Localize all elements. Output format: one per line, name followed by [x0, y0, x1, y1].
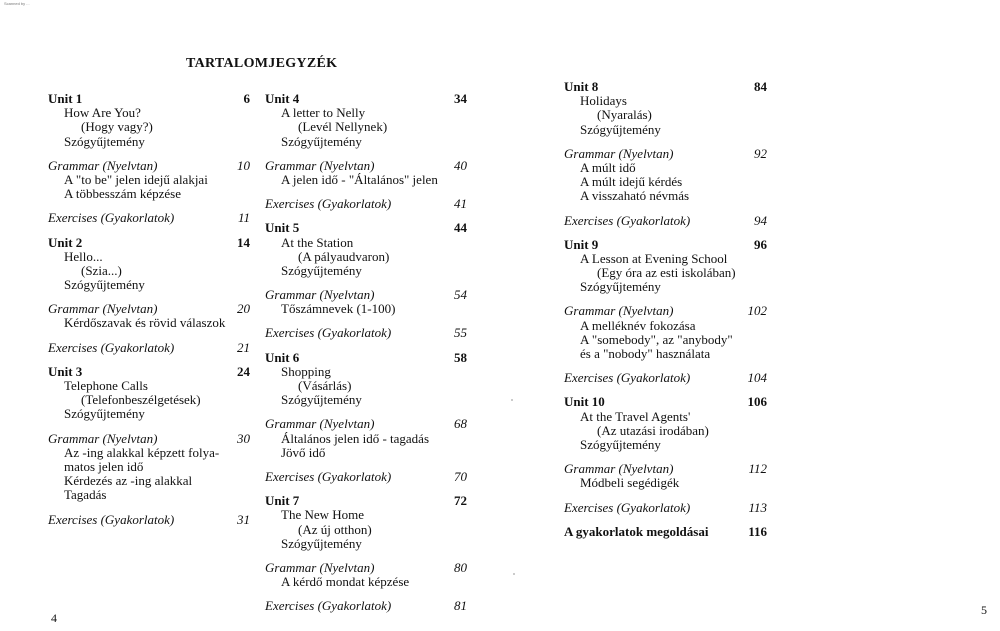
- toc-section: [265, 417, 467, 460]
- toc-entry-text: Szógyűjtemény: [580, 121, 661, 137]
- toc-entry-text: A múlt idő: [580, 159, 636, 175]
- toc-subentry: [564, 189, 767, 203]
- toc-entry-text: Kérdezés az -ing alakkal: [64, 473, 193, 489]
- toc-entry-text: A múlt idejű kérdés: [580, 174, 683, 190]
- toc-column-3: [564, 80, 767, 539]
- toc-page-number: 81: [454, 598, 467, 614]
- toc-entry-text: Unit 10: [564, 394, 605, 410]
- toc-entry-text: Szógyűjtemény: [281, 535, 362, 551]
- toc-entry: [265, 351, 467, 365]
- toc-entry-text: Unit 6: [265, 349, 300, 365]
- toc-subentry: [48, 250, 250, 264]
- scan-speck: [513, 573, 515, 575]
- toc-subentry: [265, 537, 467, 551]
- toc-section: [265, 288, 467, 316]
- toc-entry-text: A Lesson at Evening School: [580, 250, 728, 266]
- toc-entry-text: Grammar (Nyelvtan): [265, 287, 375, 303]
- toc-page-number: 30: [237, 430, 250, 446]
- toc-entry-text: The New Home: [281, 507, 365, 523]
- toc-subentry: [48, 446, 250, 460]
- toc-entry: [265, 561, 467, 575]
- toc-entry-text: (Levél Nellynek): [298, 119, 388, 135]
- toc-entry-text: Exercises (Gyakorlatok): [48, 511, 175, 527]
- toc-entry: [48, 432, 250, 446]
- toc-entry-text: Szógyűjtemény: [281, 133, 362, 149]
- toc-page-number: 44: [454, 220, 467, 236]
- toc-entry-text: Grammar (Nyelvtan): [564, 303, 674, 319]
- toc-entry: [564, 147, 767, 161]
- toc-entry-text: (Az új otthon): [298, 521, 372, 537]
- toc-entry-text: Szógyűjtemény: [281, 392, 362, 408]
- toc-entry-text: Szógyűjtemény: [580, 279, 661, 295]
- toc-subentry: [564, 347, 767, 361]
- toc-entry-text: Az -ing alakkal képzett folya-: [64, 444, 220, 460]
- toc-entry-text: Jövő idő: [281, 444, 326, 460]
- toc-subentry: [265, 575, 467, 589]
- toc-subentry: [48, 379, 250, 393]
- toc-section: [48, 302, 250, 330]
- toc-subentry: [564, 252, 767, 266]
- toc-entry-text: Unit 4: [265, 91, 300, 106]
- toc-subentry: [48, 316, 250, 330]
- toc-entry-text: (Szia...): [81, 262, 122, 278]
- toc-column-2: [265, 92, 467, 613]
- toc-page-number: 70: [454, 468, 467, 484]
- toc-page-number: 80: [454, 559, 467, 575]
- toc-entry-text: Unit 9: [564, 236, 599, 252]
- toc-section: [48, 92, 250, 149]
- toc-subentry: [265, 120, 467, 134]
- toc-entry-text: Unit 2: [48, 234, 83, 250]
- toc-section: [564, 525, 767, 539]
- toc-page-number: 6: [243, 91, 250, 106]
- toc-section: [564, 371, 767, 385]
- toc-page-number: 113: [748, 499, 767, 515]
- toc-entry-text: A többesszám képzése: [64, 186, 181, 202]
- toc-section: [48, 432, 250, 503]
- toc-page-number: 55: [454, 325, 467, 341]
- page-number-left: 4: [51, 611, 57, 625]
- toc-page-number: 102: [747, 303, 767, 319]
- toc-entry-text: és a "nobody" használata: [580, 346, 711, 361]
- toc-subentry: [48, 460, 250, 474]
- toc-section: [48, 365, 250, 422]
- toc-entry: [48, 211, 250, 225]
- toc-entry-text: Grammar (Nyelvtan): [48, 430, 158, 446]
- toc-entry-text: Exercises (Gyakorlatok): [48, 210, 175, 226]
- toc-subentry: [265, 302, 467, 316]
- toc-entry: [564, 214, 767, 228]
- toc-section: [265, 197, 467, 211]
- toc-subentry: [564, 161, 767, 175]
- toc-page-number: 24: [237, 363, 250, 379]
- toc-subentry: [48, 187, 250, 201]
- toc-section: [564, 214, 767, 228]
- toc-entry-text: Grammar (Nyelvtan): [265, 416, 375, 432]
- toc-entry: [48, 92, 250, 106]
- toc-entry-text: Telephone Calls: [64, 378, 148, 393]
- toc-entry: [48, 236, 250, 250]
- toc-page-number: 11: [237, 210, 250, 226]
- toc-section: [564, 501, 767, 515]
- toc-subentry: [48, 407, 250, 421]
- toc-page-number: 104: [747, 370, 767, 386]
- toc-subentry: [564, 175, 767, 189]
- toc-entry-text: How Are You?: [64, 105, 141, 121]
- toc-subentry: [265, 432, 467, 446]
- toc-section: [564, 304, 767, 361]
- toc-entry-text: A letter to Nelly: [281, 105, 366, 121]
- toc-entry-text: Exercises (Gyakorlatok): [265, 468, 392, 484]
- toc-subentry: [265, 365, 467, 379]
- toc-page-number: 34: [454, 91, 467, 106]
- toc-page-number: 58: [454, 349, 467, 365]
- toc-entry: [48, 159, 250, 173]
- toc-entry-text: Grammar (Nyelvtan): [265, 559, 375, 575]
- toc-entry-text: Tagadás: [64, 487, 107, 503]
- toc-section: [265, 494, 467, 551]
- toc-entry-text: (Egy óra az esti iskolában): [597, 265, 736, 281]
- toc-page-number: 96: [754, 236, 767, 252]
- toc-entry-text: Exercises (Gyakorlatok): [265, 325, 392, 341]
- toc-entry-text: Unit 8: [564, 79, 599, 94]
- toc-section: [265, 326, 467, 340]
- toc-entry-text: A "to be" jelen idejű alakjai: [64, 171, 208, 187]
- toc-page-number: 14: [237, 234, 250, 250]
- toc-subentry: [564, 123, 767, 137]
- toc-subentry: [265, 135, 467, 149]
- toc-entry: [265, 92, 467, 106]
- toc-page-number: 116: [748, 523, 767, 539]
- toc-entry: [564, 462, 767, 476]
- toc-section: [48, 211, 250, 225]
- toc-page-number: 31: [237, 511, 250, 527]
- toc-subentry: [265, 508, 467, 522]
- toc-subentry: [48, 106, 250, 120]
- toc-section: [564, 147, 767, 204]
- toc-entry-text: Grammar (Nyelvtan): [48, 301, 158, 317]
- toc-entry-text: (A pályaudvaron): [298, 248, 390, 264]
- toc-entry-text: matos jelen idő: [64, 458, 144, 474]
- toc-entry-text: Holidays: [580, 93, 627, 109]
- toc-entry: [564, 80, 767, 94]
- toc-section: [265, 159, 467, 187]
- toc-subentry: [48, 264, 250, 278]
- toc-page-number: 72: [454, 493, 467, 509]
- toc-subentry: [564, 476, 767, 490]
- toc-subentry: [265, 173, 467, 187]
- toc-section: [265, 561, 467, 589]
- toc-entry-text: Exercises (Gyakorlatok): [265, 196, 392, 212]
- toc-page-number: 68: [454, 416, 467, 432]
- toc-subentry: [265, 264, 467, 278]
- toc-entry-text: Szógyűjtemény: [64, 277, 145, 293]
- toc-entry: [564, 525, 767, 539]
- toc-page-number: 21: [237, 339, 250, 355]
- toc-entry: [48, 341, 250, 355]
- toc-entry-text: Exercises (Gyakorlatok): [48, 339, 175, 355]
- toc-page-number: 106: [747, 394, 767, 410]
- toc-entry-text: (Az utazási irodában): [597, 422, 709, 438]
- toc-entry: [48, 302, 250, 316]
- toc-entry-text: Szógyűjtemény: [64, 406, 145, 422]
- toc-entry-text: Szógyűjtemény: [281, 262, 362, 278]
- toc-entry-text: At the Travel Agents': [580, 408, 691, 424]
- toc-page-number: 10: [237, 157, 250, 173]
- toc-subentry: [48, 393, 250, 407]
- toc-subentry: [48, 488, 250, 502]
- toc-entry-text: Shopping: [281, 363, 331, 379]
- toc-entry-text: Exercises (Gyakorlatok): [265, 598, 392, 614]
- toc-entry: [265, 599, 467, 613]
- toc-subentry: [265, 250, 467, 264]
- toc-subentry: [48, 474, 250, 488]
- toc-subentry: [564, 94, 767, 108]
- toc-section: [564, 462, 767, 490]
- toc-entry-text: Grammar (Nyelvtan): [265, 157, 375, 173]
- toc-entry-text: Exercises (Gyakorlatok): [564, 370, 691, 386]
- toc-entry-text: A kérdő mondat képzése: [281, 574, 410, 590]
- toc-subentry: [265, 393, 467, 407]
- toc-section: [265, 470, 467, 484]
- toc-entry-text: Exercises (Gyakorlatok): [564, 212, 691, 228]
- toc-entry: [48, 365, 250, 379]
- toc-entry-text: Tőszámnevek (1-100): [281, 301, 396, 317]
- toc-section: [564, 395, 767, 452]
- toc-title: TARTALOMJEGYZÉK: [186, 56, 338, 71]
- toc-subentry: [48, 135, 250, 149]
- toc-subentry: [564, 108, 767, 122]
- toc-entry-text: Kérdőszavak és rövid válaszok: [64, 315, 226, 331]
- toc-entry-text: Módbeli segédigék: [580, 475, 680, 491]
- toc-entry-text: (Nyaralás): [597, 107, 652, 123]
- toc-subentry: [564, 424, 767, 438]
- toc-entry-text: Unit 3: [48, 363, 83, 379]
- toc-page-number: 92: [754, 145, 767, 161]
- toc-entry-text: Általános jelen idő - tagadás: [281, 430, 430, 446]
- toc-entry-text: Grammar (Nyelvtan): [48, 157, 158, 173]
- toc-entry-text: Szógyűjtemény: [64, 133, 145, 149]
- toc-subentry: [48, 173, 250, 187]
- toc-entry-text: A melléknév fokozása: [580, 317, 696, 333]
- toc-subentry: [265, 523, 467, 537]
- toc-entry-text: At the Station: [281, 234, 354, 250]
- toc-entry-text: Grammar (Nyelvtan): [564, 461, 674, 477]
- toc-entry-text: Szógyűjtemény: [580, 436, 661, 452]
- toc-section: [265, 599, 467, 613]
- toc-entry: [265, 159, 467, 173]
- toc-section: [48, 159, 250, 202]
- toc-page-number: 41: [454, 196, 467, 212]
- toc-subentry: [265, 379, 467, 393]
- toc-entry: [265, 494, 467, 508]
- toc-subentry: [564, 410, 767, 424]
- toc-subentry: [265, 236, 467, 250]
- toc-entry: [265, 197, 467, 211]
- toc-page-number: 40: [454, 157, 467, 173]
- toc-section: [265, 351, 467, 408]
- scan-speck: [511, 399, 513, 401]
- toc-subentry: [265, 106, 467, 120]
- toc-entry-text: A jelen idő - "Általános" jelen: [281, 171, 438, 187]
- toc-entry-text: A visszaható névmás: [580, 188, 690, 204]
- toc-subentry: [564, 333, 767, 347]
- toc-column-1: [48, 92, 250, 527]
- toc-subentry: [265, 446, 467, 460]
- toc-subentry: [564, 266, 767, 280]
- toc-section: [48, 236, 250, 293]
- toc-entry: [564, 238, 767, 252]
- toc-section: [265, 92, 467, 149]
- toc-entry-text: Unit 7: [265, 493, 300, 509]
- toc-section: [564, 238, 767, 295]
- toc-page-number: 112: [748, 461, 767, 477]
- toc-entry-text: Exercises (Gyakorlatok): [564, 499, 691, 515]
- toc-page-number: 94: [754, 212, 767, 228]
- toc-section: [265, 221, 467, 278]
- toc-section: [48, 341, 250, 355]
- toc-entry: [265, 470, 467, 484]
- toc-entry-text: Unit 1: [48, 91, 83, 106]
- page-number-right: 5: [981, 603, 987, 617]
- toc-page-number: 84: [754, 79, 767, 94]
- toc-subentry: [564, 319, 767, 333]
- toc-entry: [265, 417, 467, 431]
- toc-entry-text: (Hogy vagy?): [81, 119, 153, 135]
- toc-page-number: 20: [237, 301, 250, 317]
- toc-subentry: [48, 120, 250, 134]
- toc-section: [48, 513, 250, 527]
- toc-entry: [564, 304, 767, 318]
- toc-entry-text: Unit 5: [265, 220, 300, 236]
- toc-entry-text: (Vásárlás): [298, 378, 352, 393]
- toc-section: [564, 80, 767, 137]
- toc-entry: [265, 326, 467, 340]
- toc-entry: [564, 395, 767, 409]
- toc-page-number: 54: [454, 287, 467, 303]
- toc-entry-text: A gyakorlatok megoldásai: [564, 523, 709, 539]
- toc-entry: [265, 288, 467, 302]
- header-note: Scanned by ...: [4, 1, 30, 6]
- toc-entry-text: A "somebody", az "anybody": [580, 331, 733, 347]
- toc-subentry: [564, 438, 767, 452]
- toc-subentry: [564, 280, 767, 294]
- toc-entry: [564, 501, 767, 515]
- toc-entry-text: Grammar (Nyelvtan): [564, 145, 674, 161]
- toc-entry: [564, 371, 767, 385]
- toc-entry-text: (Telefonbeszélgetések): [81, 392, 201, 408]
- toc-entry-text: Hello...: [64, 248, 103, 264]
- toc-entry: [265, 221, 467, 235]
- toc-subentry: [48, 278, 250, 292]
- toc-entry: [48, 513, 250, 527]
